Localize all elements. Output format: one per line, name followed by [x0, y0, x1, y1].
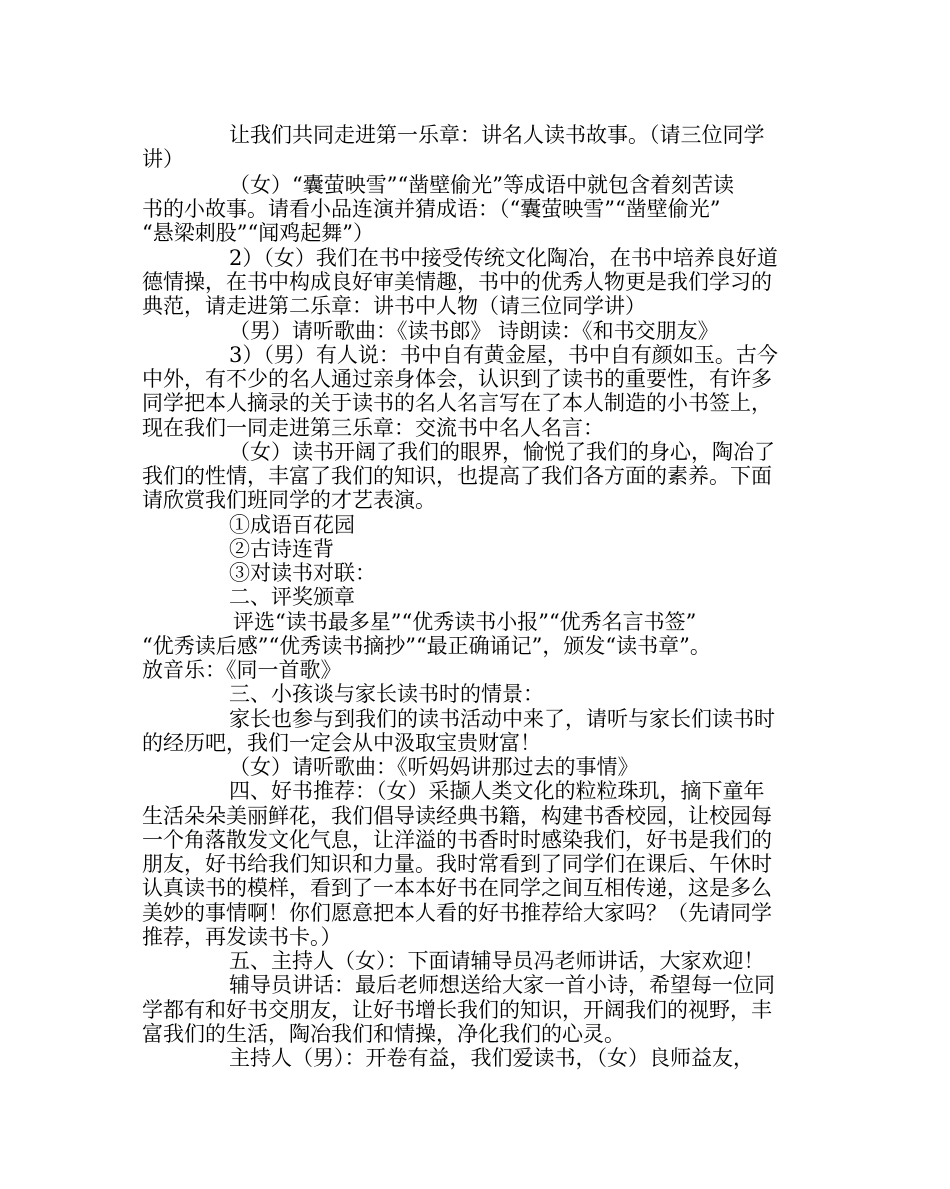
text-line: 同学把本人摘录的关于读书的名人名言写在了本人制造的小书签上，	[142, 391, 772, 415]
text-line: 德情操，在书中构成良好审美情趣，书中的优秀人物更是我们学习的	[142, 270, 772, 294]
section-heading: 三、小孩谈与家长读书时的情景：	[229, 682, 544, 706]
text-line: （男）请听歌曲：《读书郎》 诗朗读：《和书交朋友》	[229, 319, 719, 343]
text-line: 推荐，再发读书卡。）	[142, 925, 342, 949]
text-line: 的经历吧，我们一定会从中汲取宝贵财富！	[142, 731, 541, 755]
text-line: 中外，有不少的名人通过亲身体会，认识到了读书的重要性，有许多	[142, 367, 772, 391]
text-line: 学都有和好书交朋友，让好书增长我们的知识，开阔我们的视野，丰	[142, 998, 772, 1022]
text-line: 讲）	[142, 147, 184, 171]
text-line: 认真读书的模样，看到了一本本好书在同学之间互相传递，这是多么	[142, 876, 772, 900]
text-line: 辅导员讲话：最后老师想送给大家一首小诗，希望每一位同	[229, 973, 775, 997]
list-item: ①成语百花园	[229, 513, 355, 537]
text-line: 2）（女）我们在书中接受传统文化陶冶，在书中培养良好道	[229, 246, 778, 270]
text-line: （女）请听歌曲：《听妈妈讲那过去的事情》	[229, 755, 639, 779]
text-line: 放音乐：《同一首歌》	[142, 658, 342, 682]
list-item: ③对读书对联：	[229, 561, 376, 585]
text-line: 评选“读书最多星”“优秀读书小报”“优秀名言书签”	[233, 610, 697, 634]
text-line: 3）（男）有人说：书中自有黄金屋，书中自有颜如玉。古今	[229, 343, 778, 367]
section-heading: 四、好书推荐：（女）采撷人类文化的粒粒珠玑，摘下童年	[229, 779, 765, 803]
text-line: 一个角落散发文化气息，让洋溢的书香时时感染我们，好书是我们的	[142, 828, 772, 852]
text-line: 主持人（男）：开卷有益，我们爱读书，（女）良师益友，	[229, 1046, 754, 1070]
text-line: 让我们共同走进第一乐章：讲名人读书故事。（请三位同学	[229, 123, 765, 147]
section-heading: 二、评奖颁章	[229, 585, 355, 609]
section-heading: 五、主持人（女）：下面请辅导员冯老师讲话，大家欢迎！	[229, 949, 765, 973]
text-line: 富我们的生活，陶冶我们和情操，净化我们的心灵。	[142, 1022, 625, 1046]
text-line: 家长也参与到我们的读书活动中来了，请听与家长们读书时	[229, 707, 775, 731]
text-line: （女）读书开阔了我们的眼界，愉悦了我们的身心，陶冶了	[229, 440, 775, 464]
list-item: ②古诗连背	[229, 537, 334, 561]
text-line: 朋友，好书给我们知识和力量。我时常看到了同学们在课后、午休时	[142, 852, 772, 876]
text-line: 生活朵朵美丽鲜花，我们倡导读经典书籍，构建书香校园，让校园每	[142, 804, 772, 828]
text-line: （女）“囊萤映雪”“凿壁偷光”等成语中就包含着刻苦读	[229, 173, 734, 197]
text-line: 书的小故事。请看小品连演并猜成语：（“囊萤映雪”“凿壁偷光”	[142, 197, 721, 221]
text-line: 美妙的事情啊！你们愿意把本人看的好书推荐给大家吗？（先请同学	[142, 901, 772, 925]
text-line: 我们的性情，丰富了我们的知识，也提高了我们各方面的素养。下面	[142, 464, 772, 488]
text-line: “悬梁刺股”“闻鸡起舞”）	[142, 221, 374, 245]
text-line: 现在我们一同走进第三乐章：交流书中名人名言：	[142, 416, 604, 440]
text-line: 典范，请走进第二乐章：讲书中人物（请三位同学讲）	[142, 294, 646, 318]
text-line: “优秀读后感”“优秀读书摘抄”“最正确诵记”，颁发“读书章”。	[142, 634, 711, 658]
text-line: 请欣赏我们班同学的才艺表演。	[142, 488, 436, 512]
